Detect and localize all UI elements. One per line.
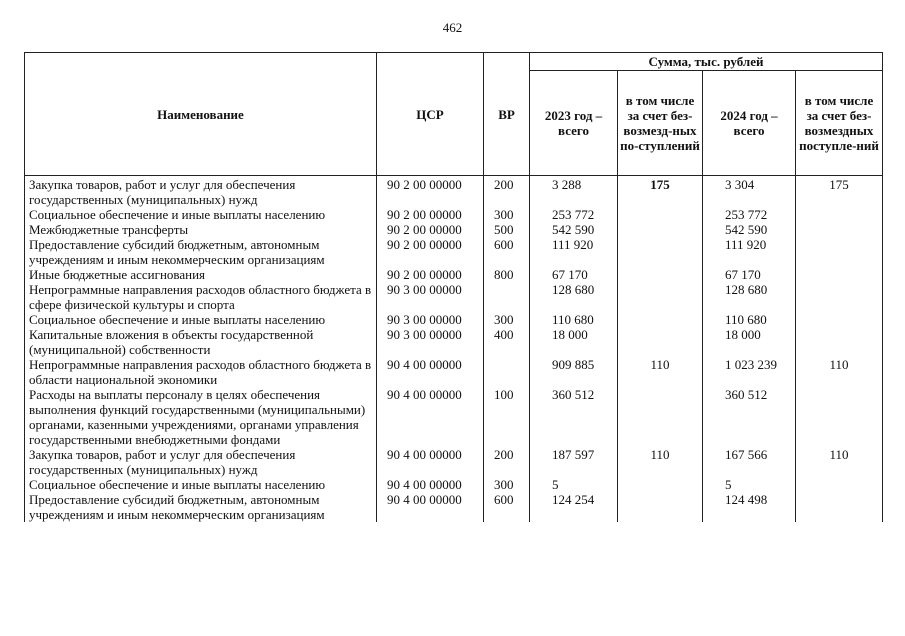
row-2024-free <box>796 207 883 222</box>
table-row <box>25 237 883 267</box>
row-vr: 100 <box>484 387 530 447</box>
row-vr: 500 <box>484 222 530 237</box>
row-2023-total: 128 680 <box>530 282 618 312</box>
row-2024-free <box>796 222 883 237</box>
row-2024-free: 110 <box>796 357 883 387</box>
table-row <box>25 207 883 222</box>
row-csr: 90 3 00 00000 <box>377 312 484 327</box>
row-2023-total: 187 597 <box>530 447 618 477</box>
row-vr: 300 <box>484 207 530 222</box>
row-name: Закупка товаров, работ и услуг для обеспечения государственных (муниципальных) нужд <box>25 176 377 208</box>
row-2024-total: 5 <box>703 477 796 492</box>
row-2023-free <box>618 477 703 492</box>
row-2023-total: 542 590 <box>530 222 618 237</box>
table-row <box>25 447 883 477</box>
row-2024-total: 360 512 <box>703 387 796 447</box>
row-2023-free <box>618 207 703 222</box>
row-2023-total: 5 <box>530 477 618 492</box>
row-2024-total: 111 920 <box>703 237 796 267</box>
header-2024-total: 2024 год – всего <box>703 71 796 176</box>
row-2024-total: 1 023 239 <box>703 357 796 387</box>
header-2024-free: в том числе за счет без-возмездных поступле-ний <box>796 71 883 176</box>
table-row <box>25 357 883 387</box>
row-name: Межбюджетные трансферты <box>25 222 377 237</box>
table-row <box>25 492 883 522</box>
row-2023-free: 175 <box>618 176 703 208</box>
row-name: Расходы на выплаты персоналу в целях обеспечения выполнения функций государственными (муниципальными) органами, казенными учреждениями, органами управления государственными внебюджетными фондами <box>25 387 377 447</box>
table-row <box>25 477 883 492</box>
table-row <box>25 312 883 327</box>
row-name: Социальное обеспечение и иные выплаты населению <box>25 477 377 492</box>
table-header <box>25 53 883 176</box>
row-2023-free <box>618 237 703 267</box>
row-name: Социальное обеспечение и иные выплаты населению <box>25 207 377 222</box>
row-2024-free <box>796 267 883 282</box>
row-2024-total: 542 590 <box>703 222 796 237</box>
row-csr: 90 3 00 00000 <box>377 282 484 312</box>
row-vr: 300 <box>484 312 530 327</box>
row-2024-free <box>796 237 883 267</box>
row-vr <box>484 282 530 312</box>
row-name: Социальное обеспечение и иные выплаты населению <box>25 312 377 327</box>
row-name: Закупка товаров, работ и услуг для обеспечения государственных (муниципальных) нужд <box>25 447 377 477</box>
row-2023-total: 253 772 <box>530 207 618 222</box>
row-name: Предоставление субсидий бюджетным, автономным учреждениям и иным некоммерческим организациям <box>25 237 377 267</box>
row-2023-free <box>618 387 703 447</box>
row-csr: 90 2 00 00000 <box>377 207 484 222</box>
row-csr: 90 4 00 00000 <box>377 492 484 522</box>
header-2023-free: в том числе за счет без-возмезд-ных по-ступлений <box>618 71 703 176</box>
table-row <box>25 282 883 312</box>
row-name: Непрограммные направления расходов областного бюджета в области национальной экономики <box>25 357 377 387</box>
row-vr: 200 <box>484 176 530 208</box>
row-name: Предоставление субсидий бюджетным, автономным учреждениям и иным некоммерческим организациям <box>25 492 377 522</box>
header-sum-group: Сумма, тыс. рублей <box>530 53 883 71</box>
row-2023-total: 124 254 <box>530 492 618 522</box>
row-2023-total: 67 170 <box>530 267 618 282</box>
row-2024-free: 175 <box>796 176 883 208</box>
row-vr: 200 <box>484 447 530 477</box>
row-2023-free: 110 <box>618 357 703 387</box>
row-vr: 600 <box>484 492 530 522</box>
row-2024-total: 67 170 <box>703 267 796 282</box>
row-2024-free <box>796 492 883 522</box>
row-2024-total: 124 498 <box>703 492 796 522</box>
row-name: Капитальные вложения в объекты государственной (муниципальной) собственности <box>25 327 377 357</box>
table-row <box>25 176 883 208</box>
row-2024-free <box>796 282 883 312</box>
row-csr: 90 2 00 00000 <box>377 237 484 267</box>
row-2023-total: 909 885 <box>530 357 618 387</box>
row-2024-total: 128 680 <box>703 282 796 312</box>
table-row <box>25 222 883 237</box>
table-row <box>25 267 883 282</box>
header-name: Наименование <box>25 53 377 176</box>
row-csr: 90 4 00 00000 <box>377 447 484 477</box>
table-row <box>25 387 883 447</box>
row-vr: 300 <box>484 477 530 492</box>
row-2023-total: 111 920 <box>530 237 618 267</box>
row-vr: 400 <box>484 327 530 357</box>
row-2023-free <box>618 222 703 237</box>
row-2023-free <box>618 312 703 327</box>
row-2024-total: 3 304 <box>703 176 796 208</box>
row-2023-free: 110 <box>618 447 703 477</box>
header-csr: ЦСР <box>377 53 484 176</box>
row-2023-free <box>618 282 703 312</box>
page-number: 462 <box>442 20 463 35</box>
row-2024-free <box>796 327 883 357</box>
row-2024-free: 110 <box>796 447 883 477</box>
row-2024-free <box>796 387 883 447</box>
row-vr <box>484 357 530 387</box>
table-row <box>25 327 883 357</box>
row-2024-total: 167 566 <box>703 447 796 477</box>
row-2023-total: 110 680 <box>530 312 618 327</box>
row-2024-total: 18 000 <box>703 327 796 357</box>
row-name: Иные бюджетные ассигнования <box>25 267 377 282</box>
row-vr: 600 <box>484 237 530 267</box>
row-name: Непрограммные направления расходов областного бюджета в сфере физической культуры и спорта <box>25 282 377 312</box>
row-2023-free <box>618 267 703 282</box>
header-2023-total: 2023 год – всего <box>530 71 618 176</box>
budget-table <box>24 52 883 522</box>
row-2023-total: 360 512 <box>530 387 618 447</box>
row-vr: 800 <box>484 267 530 282</box>
row-2024-free <box>796 477 883 492</box>
row-csr: 90 4 00 00000 <box>377 357 484 387</box>
row-2023-total: 3 288 <box>530 176 618 208</box>
row-2024-total: 110 680 <box>703 312 796 327</box>
row-2023-free <box>618 492 703 522</box>
row-2024-free <box>796 312 883 327</box>
row-2023-total: 18 000 <box>530 327 618 357</box>
row-csr: 90 2 00 00000 <box>377 176 484 208</box>
row-csr: 90 3 00 00000 <box>377 327 484 357</box>
row-csr: 90 4 00 00000 <box>377 477 484 492</box>
row-2024-total: 253 772 <box>703 207 796 222</box>
row-csr: 90 2 00 00000 <box>377 222 484 237</box>
row-2023-free <box>618 327 703 357</box>
row-csr: 90 2 00 00000 <box>377 267 484 282</box>
header-vr: ВР <box>484 53 530 176</box>
row-csr: 90 4 00 00000 <box>377 387 484 447</box>
table-body <box>25 176 883 523</box>
